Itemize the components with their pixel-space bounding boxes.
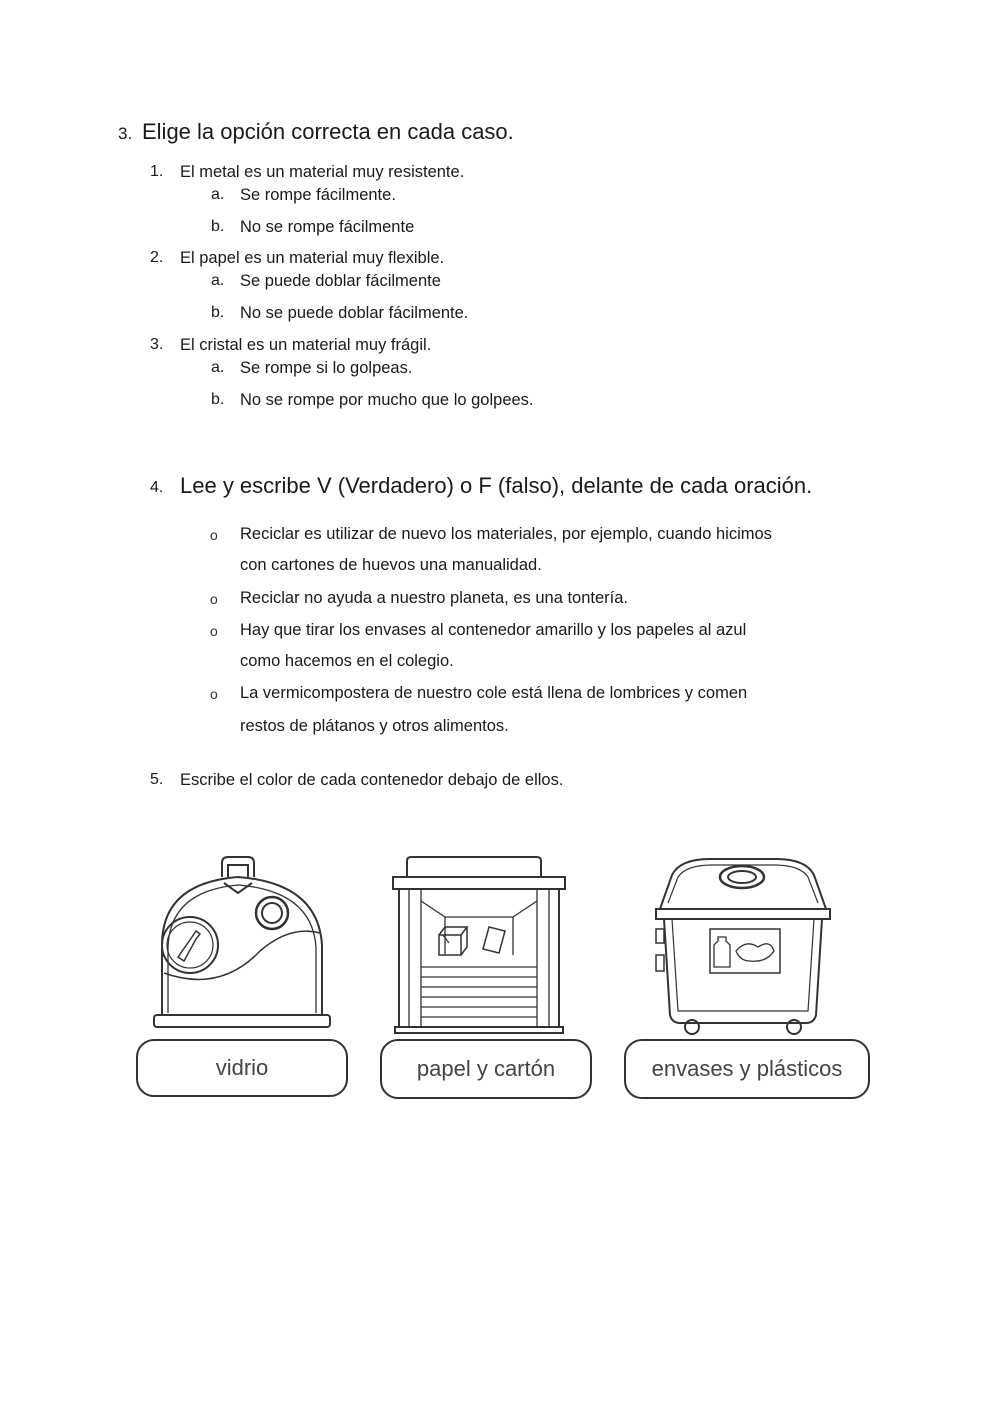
q4-statement-4-line1: La vermicompostera de nuestro cole está llena de lombrices y comen [240,684,748,702]
q3-item-2-option-b[interactable]: No se puede doblar fácilmente. [240,304,469,322]
question-5-number: 5. [150,771,164,788]
q3-item-2-text: El papel es un material muy flexible. [180,249,445,267]
q3-item-1-option-b[interactable]: No se rompe fácilmente [240,218,415,236]
q3-item-3-option-b[interactable]: No se rompe por mucho que lo golpees. [240,391,534,409]
q3-item-2-option-a-letter: a. [211,272,225,289]
q3-item-2-option-b-letter: b. [211,304,225,321]
q3-item-2-option-a[interactable]: Se puede doblar fácilmente [240,272,441,290]
q3-item-3-option-a-letter: a. [211,359,225,376]
q3-item-1-text: El metal es un material muy resistente. [180,163,465,181]
question-3-number: 3. [118,124,133,143]
q3-item-2-number: 2. [150,249,164,266]
question-5-title: Escribe el color de cada contenedor debajo de ellos. [180,771,564,789]
question-4-number: 4. [150,479,164,496]
glass-container-icon [150,855,340,1035]
q4-statement-3-line2: como hacemos en el colegio. [240,652,454,670]
question-4-title: Lee y escribe V (Verdadero) o F (falso), delante de cada oración. [180,473,813,498]
q4-statement-1-bullet: o [210,527,218,543]
bin-label-paper: papel y cartón [380,1039,592,1099]
bin-label-packaging: envases y plásticos [624,1039,870,1099]
q3-item-3-number: 3. [150,336,164,353]
bin-label-glass: vidrio [136,1039,348,1097]
q3-item-1-number: 1. [150,163,164,180]
q4-statement-3-line1: Hay que tirar los envases al contenedor amarillo y los papeles al azul [240,621,747,639]
q3-item-3-option-a[interactable]: Se rompe si lo golpeas. [240,359,413,377]
paper-container-icon [385,855,570,1035]
q4-statement-1-line1: Reciclar es utilizar de nuevo los materiales, por ejemplo, cuando hicimos [240,525,772,543]
packaging-container-icon [650,855,840,1037]
q3-item-1-option-a[interactable]: Se rompe fácilmente. [240,186,396,204]
q4-statement-4-line2: restos de plátanos y otros alimentos. [240,717,509,735]
q3-item-1-option-a-letter: a. [211,186,225,203]
q4-statement-4-bullet: o [210,686,218,702]
q3-item-1-option-b-letter: b. [211,218,225,235]
q3-item-3-text: El cristal es un material muy frágil. [180,336,432,354]
q4-statement-3-bullet: o [210,623,218,639]
q4-statement-2-bullet: o [210,591,218,607]
q4-statement-2-line1: Reciclar no ayuda a nuestro planeta, es una tontería. [240,589,628,607]
q3-item-3-option-b-letter: b. [211,391,225,408]
q4-statement-1-line2: con cartones de huevos una manualidad. [240,556,542,574]
question-3-title: Elige la opción correcta en cada caso. [142,119,514,144]
